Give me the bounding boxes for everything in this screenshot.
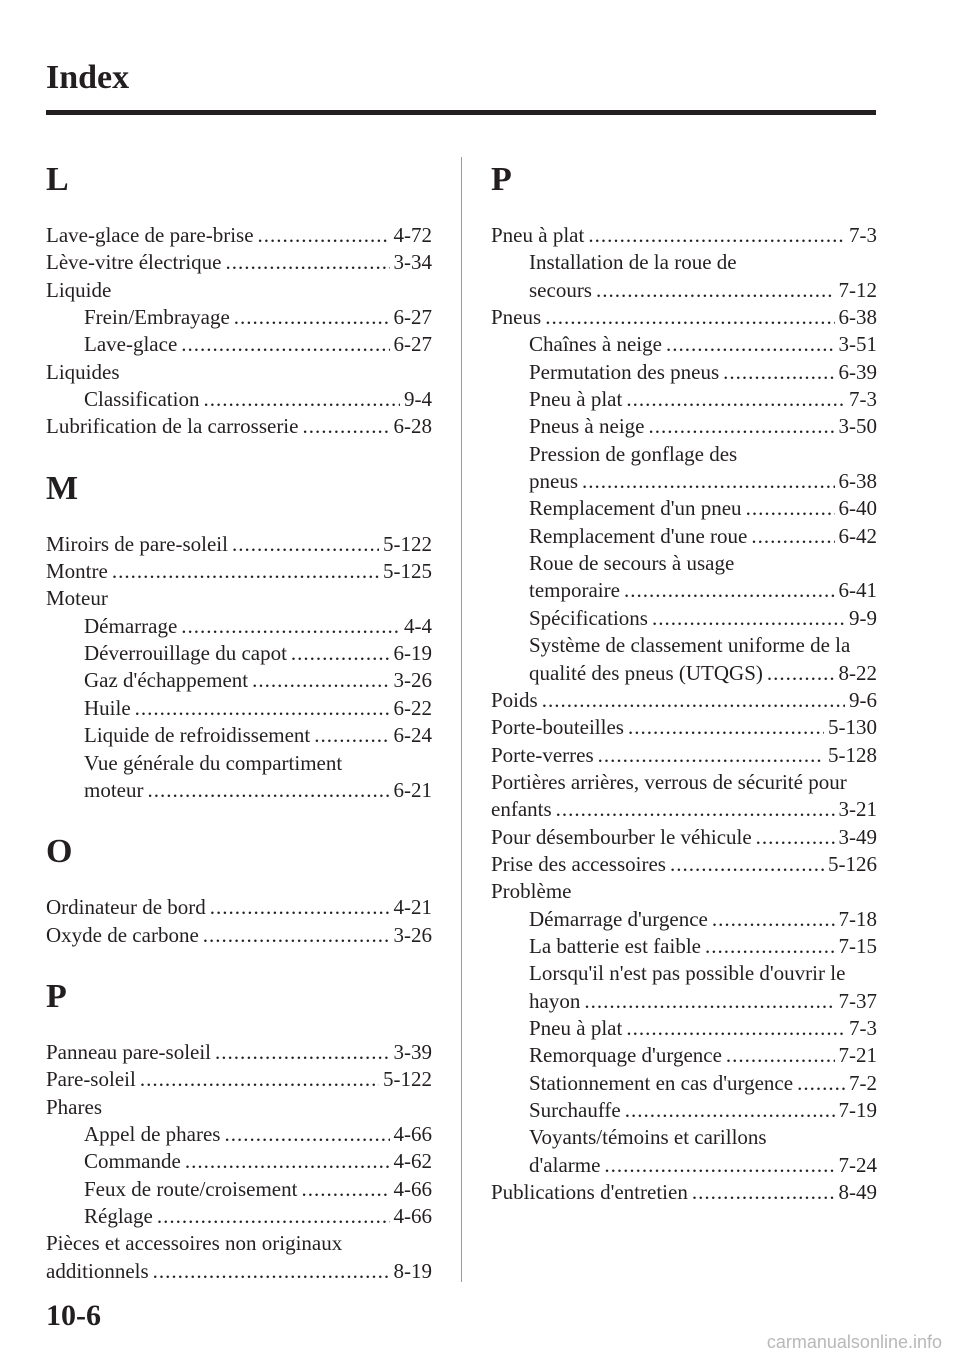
index-subentry: [491, 413, 877, 440]
index-subentry: [491, 988, 877, 1015]
index-entry: [46, 1066, 432, 1093]
index-section-letter: P: [491, 161, 512, 198]
dot-leader: [224, 1121, 389, 1148]
index-entry: [46, 558, 432, 585]
entry-label: Pneu à plat: [529, 1015, 623, 1040]
entry-page-ref: 6-28: [393, 414, 432, 439]
entry-label: Déverrouillage du capot: [84, 641, 287, 666]
entry-label: Liquides: [46, 359, 120, 384]
index-subentry: [491, 468, 877, 495]
entry-label: Vue générale du compartiment: [84, 750, 343, 775]
dot-leader: [746, 495, 835, 522]
dot-leader: [157, 1203, 390, 1230]
index-subentry: [491, 660, 877, 687]
entry-label: Réglage: [84, 1203, 153, 1228]
entry-page-ref: 6-38: [838, 305, 877, 330]
index-subentry: [46, 1121, 432, 1148]
entry-page-ref: 3-34: [393, 250, 432, 275]
entry-label: Installation de la roue de: [529, 250, 737, 275]
entry-page-ref: 7-24: [838, 1152, 877, 1177]
dot-leader: [153, 1258, 390, 1285]
entry-label: hayon: [529, 988, 581, 1013]
index-entry: [46, 531, 432, 558]
index-subentry: [46, 722, 432, 749]
dot-leader: [692, 1179, 835, 1206]
entry-label: Gaz d'échappement: [84, 668, 249, 693]
index-entry: [46, 249, 432, 276]
index-subentry: [491, 495, 877, 522]
index-entry: [491, 878, 877, 905]
index-subentry: [46, 695, 432, 722]
entry-label: Surchauffe: [529, 1098, 621, 1122]
entry-label: Publications d'entretien: [491, 1180, 688, 1205]
entry-label: Huile: [84, 695, 131, 720]
dot-leader: [203, 922, 390, 949]
index-entry: [46, 222, 432, 249]
index-section-letter: M: [46, 469, 79, 507]
entry-page-ref: 3-51: [838, 332, 877, 357]
entry-page-ref: 5-122: [383, 1067, 432, 1092]
entry-label: Pneu à plat: [529, 387, 623, 412]
index-column-left: [46, 160, 432, 1285]
entry-label: Liquide de refroidissement: [84, 723, 311, 748]
entry-page-ref: 4-21: [393, 895, 432, 920]
dot-leader: [648, 413, 834, 440]
index-column-right: [491, 160, 877, 1206]
index-subentry: [491, 933, 877, 960]
entry-label: Permutation des pneus: [529, 359, 720, 384]
entry-label: temporaire: [529, 578, 620, 603]
index-subentry: [46, 613, 432, 640]
entry-label: Lubrification de la carrosserie: [46, 414, 299, 439]
entry-page-ref: 7-15: [838, 933, 877, 958]
index-subentry: [46, 304, 432, 331]
entry-label: La batterie est faible: [529, 933, 701, 958]
entry-label: moteur: [84, 777, 144, 802]
entry-label: Frein/Embrayage: [84, 305, 230, 330]
dot-leader: [232, 531, 379, 558]
index-entry: [491, 222, 877, 249]
dot-leader: [181, 331, 389, 358]
dot-leader: [596, 277, 835, 304]
index-subentry: [491, 1042, 877, 1069]
entry-page-ref: 4-4: [404, 613, 432, 638]
dot-leader: [670, 851, 824, 878]
entry-label: Oxyde de carbone: [46, 922, 199, 947]
dot-leader: [291, 640, 390, 667]
entry-page-ref: 4-72: [393, 223, 432, 247]
index-entry: [46, 413, 432, 440]
page-title: Index: [46, 59, 130, 96]
entry-page-ref: 6-38: [838, 469, 877, 494]
index-subentry: [491, 331, 877, 358]
index-entry: [46, 359, 432, 386]
index-subentry: [491, 577, 877, 604]
index-subentry: [491, 523, 877, 550]
entry-page-ref: 4-66: [393, 1176, 432, 1201]
dot-leader: [756, 824, 835, 851]
entry-page-ref: 4-66: [393, 1121, 432, 1146]
entry-label: additionnels: [46, 1258, 149, 1283]
entry-page-ref: 6-42: [838, 523, 877, 548]
entry-page-ref: 3-21: [838, 797, 877, 822]
dot-leader: [203, 386, 400, 413]
index-section-letter: O: [46, 833, 73, 871]
entry-page-ref: 7-3: [849, 1015, 877, 1040]
dot-leader: [225, 249, 389, 276]
dot-leader: [185, 1148, 390, 1175]
entry-page-ref: 9-4: [404, 387, 432, 412]
entry-page-ref: 4-66: [393, 1203, 432, 1228]
entry-label: Pour désembourber le véhicule: [491, 824, 752, 849]
index-subentry: [491, 1097, 877, 1124]
entry-label: Pare-soleil: [46, 1067, 136, 1092]
entry-label: Feux de route/croisement: [84, 1176, 298, 1201]
dot-leader: [604, 1152, 834, 1179]
entry-label: pneus: [529, 469, 578, 494]
entry-page-ref: 8-19: [393, 1258, 432, 1283]
index-subentry: [491, 550, 877, 577]
entry-label: Montre: [46, 559, 108, 584]
entry-label: Démarrage: [84, 613, 178, 638]
dot-leader: [112, 558, 379, 585]
entry-label: Pression de gonflage des: [529, 441, 738, 466]
dot-leader: [302, 413, 389, 440]
index-entry: [46, 1094, 432, 1121]
entry-page-ref: 6-41: [838, 578, 877, 603]
dot-leader: [252, 667, 389, 694]
entry-label: Phares: [46, 1094, 102, 1119]
entry-label: enfants: [491, 797, 552, 822]
entry-label: Problème: [491, 879, 572, 904]
entry-page-ref: 6-39: [838, 359, 877, 384]
index-entry: [491, 1179, 877, 1206]
dot-leader: [140, 1066, 379, 1093]
entry-label: Liquide: [46, 277, 112, 302]
entry-label: Pneus à neige: [529, 414, 645, 439]
index-subentry: [46, 1176, 432, 1203]
entry-label: Remplacement d'un pneu: [529, 496, 742, 521]
index-entry: [46, 1039, 432, 1066]
dot-leader: [797, 1070, 845, 1097]
index-entry: [46, 894, 432, 921]
index-entry: [491, 304, 877, 331]
entry-label: Stationnement en cas d'urgence: [529, 1070, 794, 1095]
dot-leader: [624, 577, 835, 604]
entry-label: Commande: [84, 1149, 181, 1174]
entry-page-ref: 3-26: [393, 922, 432, 947]
entry-page-ref: 5-130: [828, 715, 877, 740]
index-subentry: [491, 632, 877, 659]
page-number: 10-6: [46, 1299, 101, 1332]
dot-leader: [135, 695, 390, 722]
index-subentry: [46, 667, 432, 694]
index-entry: [46, 585, 432, 612]
entry-label: Porte-bouteilles: [491, 715, 624, 740]
entry-page-ref: 7-2: [849, 1070, 877, 1095]
entry-label: Chaînes à neige: [529, 332, 662, 357]
index-entry: [491, 742, 877, 769]
index-subentry: [46, 777, 432, 804]
index-section-letter: P: [46, 977, 67, 1015]
entry-label: Lave-glace: [84, 332, 178, 357]
index-entry: [491, 796, 877, 823]
header-rule: [46, 110, 876, 115]
index-entry: [46, 922, 432, 949]
dot-leader: [726, 1042, 835, 1069]
entry-page-ref: 6-19: [393, 641, 432, 666]
entry-page-ref: 4-62: [393, 1149, 432, 1174]
index-subentry: [491, 249, 877, 276]
entry-page-ref: 7-19: [838, 1098, 877, 1122]
index-subentry: [491, 605, 877, 632]
dot-leader: [234, 304, 390, 331]
dot-leader: [584, 988, 834, 1015]
dot-leader: [314, 722, 389, 749]
entry-page-ref: 7-3: [849, 387, 877, 412]
index-subentry: [491, 1015, 877, 1042]
dot-leader: [301, 1176, 389, 1203]
entry-page-ref: 3-26: [393, 668, 432, 693]
entry-page-ref: 5-125: [383, 559, 432, 584]
entry-page-ref: 3-50: [838, 414, 877, 439]
dot-leader: [626, 1015, 845, 1042]
index-subentry: [491, 906, 877, 933]
entry-label: Lève-vitre électrique: [46, 250, 222, 275]
entry-label: Lorsqu'il n'est pas possible d'ouvrir le: [529, 961, 846, 986]
entry-page-ref: 7-3: [849, 223, 877, 247]
index-subentry: [491, 277, 877, 304]
dot-leader: [723, 359, 834, 386]
index-subentry: [46, 1203, 432, 1230]
entry-page-ref: 9-6: [849, 687, 877, 712]
entry-page-ref: 8-22: [838, 660, 877, 685]
dot-leader: [542, 687, 845, 714]
entry-page-ref: 6-40: [838, 496, 877, 521]
index-subentry: [46, 386, 432, 413]
entry-label: Remplacement d'une roue: [529, 523, 748, 548]
dot-leader: [582, 468, 835, 495]
dot-leader: [652, 605, 845, 632]
index-subentry: [46, 331, 432, 358]
dot-leader: [210, 894, 390, 921]
entry-page-ref: 7-37: [838, 988, 877, 1013]
dot-leader: [712, 906, 835, 933]
entry-page-ref: 5-128: [828, 742, 877, 767]
index-subentry: [46, 750, 432, 777]
dot-leader: [626, 386, 845, 413]
index-subentry: [491, 386, 877, 413]
index-subentry: [46, 1148, 432, 1175]
watermark: carmanualsonline.info: [766, 1332, 942, 1352]
index-entry: [46, 1258, 432, 1285]
entry-page-ref: 5-126: [828, 851, 877, 876]
dot-leader: [258, 222, 390, 249]
entry-page-ref: 7-21: [838, 1043, 877, 1068]
entry-label: Pneus: [491, 305, 542, 330]
dot-leader: [181, 613, 400, 640]
entry-label: qualité des pneus (UTQGS): [529, 660, 763, 685]
index-entry: [491, 824, 877, 851]
entry-label: Démarrage d'urgence: [529, 906, 708, 931]
index-subentry: [491, 1152, 877, 1179]
index-entry: [491, 714, 877, 741]
column-divider: [461, 157, 462, 1282]
dot-leader: [215, 1039, 389, 1066]
dot-leader: [628, 714, 824, 741]
entry-page-ref: 9-9: [849, 605, 877, 630]
entry-label: Pneu à plat: [491, 223, 585, 247]
entry-page-ref: 6-27: [393, 332, 432, 357]
entry-label: Portières arrières, verrous de sécurité pour: [491, 769, 847, 794]
entry-label: Miroirs de pare-soleil: [46, 531, 228, 556]
index-entry: [46, 277, 432, 304]
entry-label: Remorquage d'urgence: [529, 1043, 722, 1068]
entry-label: Ordinateur de bord: [46, 895, 206, 920]
entry-label: Système de classement uniforme de la: [529, 633, 851, 658]
index-entry: [491, 851, 877, 878]
dot-leader: [147, 777, 389, 804]
dot-leader: [666, 331, 835, 358]
entry-page-ref: 8-49: [838, 1180, 877, 1205]
entry-label: Panneau pare-soleil: [46, 1039, 212, 1064]
entry-label: Moteur: [46, 586, 108, 611]
dot-leader: [751, 523, 834, 550]
entry-label: Spécifications: [529, 605, 648, 630]
dot-leader: [705, 933, 835, 960]
dot-leader: [625, 1097, 835, 1124]
dot-leader: [767, 660, 835, 687]
entry-page-ref: 3-39: [393, 1039, 432, 1064]
index-entry: [491, 769, 877, 796]
entry-label: Classification: [84, 387, 200, 412]
index-subentry: [491, 1070, 877, 1097]
entry-label: Poids: [491, 687, 538, 712]
index-section-letter: L: [46, 161, 69, 198]
index-subentry: [491, 960, 877, 987]
entry-label: Roue de secours à usage: [529, 551, 735, 576]
entry-label: Pièces et accessoires non originaux: [46, 1231, 343, 1256]
entry-label: secours: [529, 277, 592, 302]
entry-label: Porte-verres: [491, 742, 594, 767]
entry-page-ref: 6-27: [393, 305, 432, 330]
entry-page-ref: 6-21: [393, 777, 432, 802]
entry-page-ref: 5-122: [383, 531, 432, 556]
dot-leader: [545, 304, 834, 331]
index-entry: [46, 1230, 432, 1257]
entry-page-ref: 3-49: [838, 824, 877, 849]
index-entry: [491, 687, 877, 714]
index-subentry: [491, 1124, 877, 1151]
dot-leader: [556, 796, 835, 823]
index-subentry: [491, 359, 877, 386]
entry-page-ref: 6-24: [393, 723, 432, 748]
entry-label: Appel de phares: [84, 1121, 221, 1146]
index-subentry: [491, 441, 877, 468]
index-subentry: [46, 640, 432, 667]
entry-label: Lave-glace de pare-brise: [46, 223, 254, 247]
dot-leader: [588, 222, 845, 249]
entry-page-ref: 6-22: [393, 695, 432, 720]
entry-label: Prise des accessoires: [491, 851, 666, 876]
entry-label: d'alarme: [529, 1152, 601, 1177]
dot-leader: [598, 742, 824, 769]
entry-page-ref: 7-18: [838, 906, 877, 931]
entry-page-ref: 7-12: [838, 277, 877, 302]
entry-label: Voyants/témoins et carillons: [529, 1125, 767, 1150]
